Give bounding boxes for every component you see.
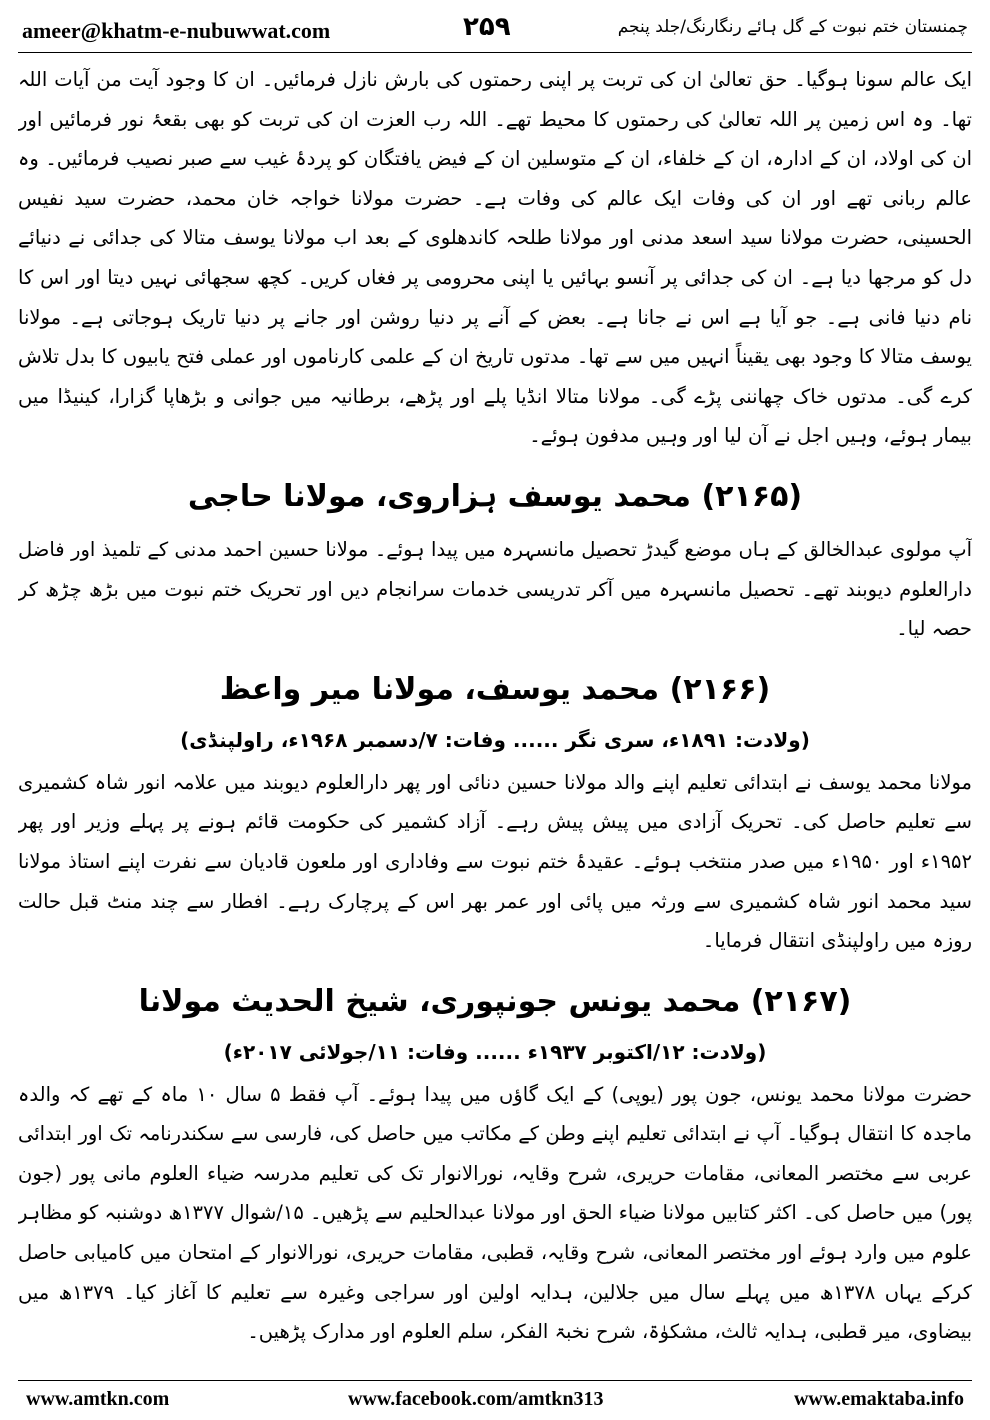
header-email: ameer@khatm-e-nubuwwat.com (22, 18, 331, 43)
entry-2167-heading: (۲۱۶۷) محمد یونس جونپوری، شیخ الحدیث مولانا (138, 983, 852, 1019)
intro-paragraph: ایک عالم سونا ہوگیا۔ حق تعالیٰ ان کی تربت پر اپنی رحمتوں کی بارش نازل فرمائیں۔ ان کا وجود آیت من آیات اللہ تھا۔ وہ اس زمین پر اللہ تعالیٰ کی رحمتوں کا محیط تھے۔ اللہ رب العزت ان کی تربت کو بھی بقعۂ نور فرمائیں اور ان کی اولاد، ان کے ادارہ، ان کے خلفاء، ان کے متوسلین ان کے فیض یافتگان کو پردۂ غیب سے صبر نصیب فرمائیں۔ وہ عالم ربانی تھے اور ان کی وفات ایک عالم کی وفات ہے۔ حضرت مولانا خواجہ خان محمد، حضرت سید نفیس الحسینی، حضرت مولانا سید اسعد مدنی اور مولانا طلحہ کاندھلوی کے بعد اب مولانا یوسف متالا کی جدائی نے دنیائے دل کو مرجھا دیا ہے۔ ان کی جدائی پر آنسو بہائیں یا اپنی محرومی پر فغاں کریں۔ کچھ سجھائی نہیں دیتا اور اس کا نام دنیا فانی ہے۔ جو آیا ہے اس نے جانا ہے۔ بعض کے آنے پر دنیا روشن اور جانے پر دنیا تاریک ہوجاتی ہے۔ مولانا یوسف متالا کا وجود بھی یقیناً انہیں میں سے تھا۔ مدتوں تاریخ ان کے علمی کارناموں اور عملی فتح یابیوں کا بدل تلاش کرے گی۔ مدتوں خاک چھاننی پڑے گی۔ مولانا متالا انڈیا پلے اور پڑھے، برطانیہ میں جوانی و بڑھاپا گزارا، کینیڈا میں بیمار ہوئے، وہیں اجل نے آن لیا اور وہیں مدفون ہوئے۔ (18, 68, 972, 448)
footer-link-amtkn[interactable]: www.amtkn.com (26, 1388, 170, 1410)
page-content (18, 60, 972, 1375)
book-title: چمنستان ختم نبوت کے گل ہائے رنگارنگ/جلد پنجم (617, 17, 968, 37)
footer-link-emaktaba[interactable]: www.emaktaba.info (793, 1388, 964, 1410)
entry-2165-text: آپ مولوی عبدالخالق کے ہاں موضع گیدڑ تحصیل مانسہرہ میں پیدا ہوئے۔ مولانا حسین احمد مدنی کے تلمیذ اور فاضل دارالعلوم دیوبند تھے۔ تحصیل مانسہرہ میں آکر تدریسی خدمات سرانجام دیں اور تحریک ختم نبوت میں بڑھ چڑھ کر حصہ لیا۔ (18, 537, 972, 641)
header-divider (18, 52, 972, 53)
page-header (8, 4, 982, 52)
entry-2167-text: حضرت مولانا محمد یونس، جون پور (یوپی) کے ایک گاؤں میں پیدا ہوئے۔ آپ فقط ۵ سال ۱۰ ماہ کے تھے کہ والدہ ماجدہ کا انتقال ہوگیا۔ آپ نے ابتدائی تعلیم اپنے وطن کے مکاتب میں حاصل کی، فارسی سے سکندرنامہ تک اور ابتدائی عربی سے مختصر المعانی، مقامات حریری، شرح وقایہ، نورالانوار تک کی تعلیم مدرسہ ضیاء العلوم مانی پور (جون پور) میں حاصل کی۔ اکثر کتابیں مولانا ضیاء الحق اور مولانا عبدالحلیم سے پڑھیں۔ ۱۵/شوال ۱۳۷۷ھ دوشنبہ کو مظاہر علوم میں وارد ہوئے اور مختصر المعانی، شرح وقایہ، قطبی، مقامات حریری، نورالانوار کے امتحان میں کامیابی حاصل کرکے یہاں ۱۳۷۸ھ میں پہلے سال میں جلالین، ہدایہ اولین اور سراجی وغیرہ سے تعلیم کا آغاز کیا۔ ۱۳۷۹ھ میں بیضاوی، میر قطبی، ہدایہ ثالث، مشکوٰۃ، شرح نخبۃ الفکر، سلم العلوم اور مدارک پڑھیں۔ (18, 1082, 972, 1344)
entry-2167-dates: (ولادت: ۱۲/اکتوبر ۱۹۳۷ء ...... وفات: ۱۱/جولائی ۲۰۱۷ء) (223, 1039, 767, 1064)
entry-2166-text: مولانا محمد یوسف نے ابتدائی تعلیم اپنے والد مولانا حسین دنائی اور پھر دارالعلوم دیوبند میں علامہ انور شاہ کشمیری سے تعلیم حاصل کی۔ تحریک آزادی میں پیش پیش رہے۔ آزاد کشمیر کی حکومت قائم ہونے پر پہلے وزیر اور پھر ۱۹۵۲ء اور ۱۹۵۰ء میں صدر منتخب ہوئے۔ عقیدۂ ختم نبوت سے وفاداری اور ملعون قادیان سے نفرت اپنے استاذ مولانا سید محمد انور شاہ کشمیری سے ورثہ میں پائی اور عمر بھر اس کے پرچارک رہے۔ افطار سے چند منٹ قبل حالت روزہ میں راولپنڈی انتقال فرمایا۔ (18, 770, 972, 953)
page-footer (18, 1384, 972, 1414)
entry-2166-heading: (۲۱۶۶) محمد یوسف، مولانا میر واعظ (219, 671, 771, 707)
entry-2166-dates: (ولادت: ۱۸۹۱ء، سری نگر ...... وفات: ۷/دسمبر ۱۹۶۸ء، راولپنڈی) (180, 727, 810, 752)
page-number: ۲۵۹ (463, 12, 511, 42)
entry-2165-heading: (۲۱۶۵) محمد یوسف ہزاروی، مولانا حاجی (187, 478, 803, 514)
footer-link-facebook[interactable]: www.facebook.com/amtkn313 (348, 1388, 604, 1410)
footer-divider (18, 1380, 972, 1381)
